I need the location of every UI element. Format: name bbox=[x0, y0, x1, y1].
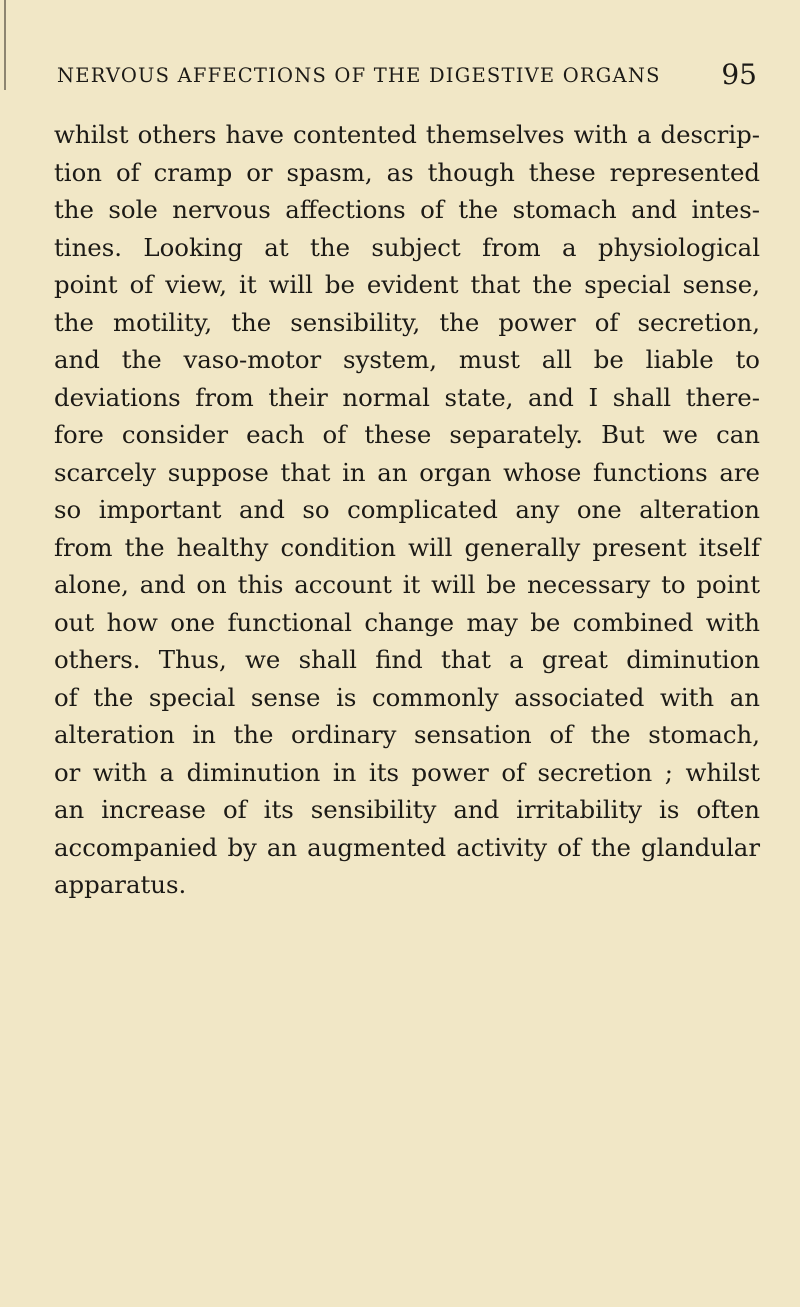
text-line: an increase of its sensibility and irritability is often bbox=[54, 795, 760, 824]
text-line: accompanied by an augmented activity of the glandular bbox=[54, 832, 760, 862]
text-line: others. Thus, we shall find that a great diminution bbox=[54, 645, 760, 674]
text-line: scarcely suppose that in an organ whose functions are bbox=[54, 457, 760, 487]
text-line: apparatus. bbox=[54, 870, 187, 899]
text-line: alteration in the ordinary sensation of the stomach, bbox=[54, 720, 760, 749]
text-line: from the healthy condition will generally present itself bbox=[54, 532, 760, 562]
text-line: fore consider each of these separately. But we can bbox=[54, 420, 760, 449]
body-paragraph bbox=[54, 116, 760, 904]
text-line: deviations from their normal state, and I shall there- bbox=[54, 382, 760, 412]
text-line: of the special sense is commonly associated with an bbox=[54, 682, 760, 712]
text-line: tion of cramp or spasm, as though these represented bbox=[54, 157, 760, 187]
text-line: so important and so complicated any one alteration bbox=[54, 495, 760, 524]
running-head: NERVOUS AFFECTIONS OF THE DIGESTIVE ORGANS bbox=[57, 64, 661, 87]
text-line: the motility, the sensibility, the power of secretion, bbox=[54, 307, 760, 337]
page-number: 95 bbox=[721, 58, 757, 91]
text-line: whilst others have contented themselves with a descrip- bbox=[54, 120, 760, 149]
text-line: and the vaso-motor system, must all be liable to bbox=[54, 345, 760, 374]
page-edge-shadow bbox=[4, 0, 6, 90]
text-line: point of view, it will be evident that the special sense, bbox=[54, 270, 760, 299]
text-line: out how one functional change may be combined with bbox=[54, 607, 760, 637]
text-line: alone, and on this account it will be necessary to point bbox=[54, 570, 760, 599]
text-line: tines. Looking at the subject from a physiological bbox=[54, 232, 760, 262]
text-line: or with a diminution in its power of secretion ; whilst bbox=[54, 757, 760, 787]
page-header bbox=[57, 58, 757, 92]
text-line: the sole nervous affections of the stomach and intes- bbox=[54, 195, 760, 224]
